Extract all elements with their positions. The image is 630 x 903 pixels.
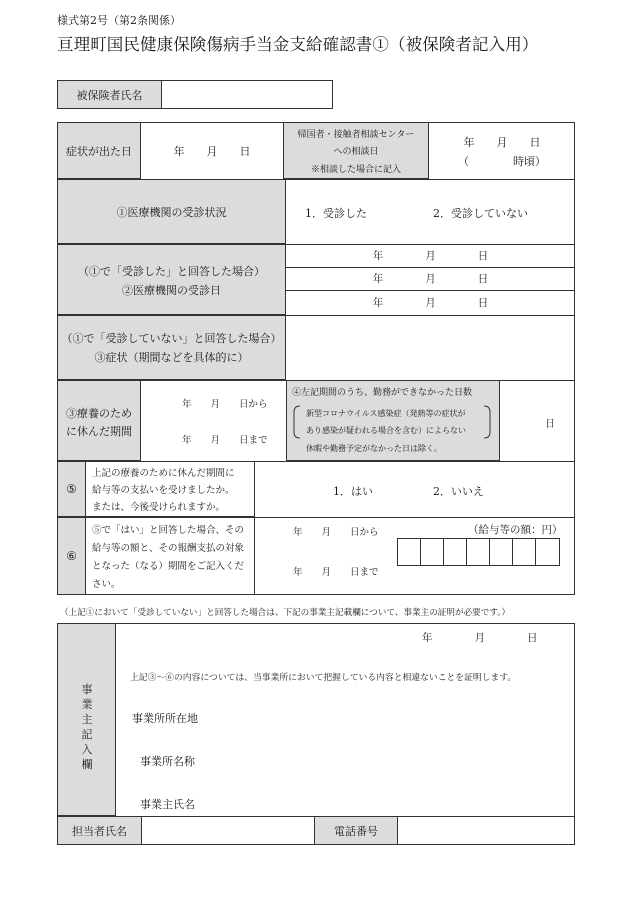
employer-note: （上記①において「受診していない」と回答した場合は、下記の事業主記載欄について、事業主の証明が必要です。） xyxy=(60,608,511,618)
consult-time: （ 時頃） xyxy=(458,155,546,168)
q2-label-line1: （①で「受診した」と回答した場合） xyxy=(78,265,265,278)
insured-name-field[interactable] xyxy=(161,80,333,109)
amount-digit-box[interactable] xyxy=(512,538,536,566)
contact-person-field[interactable] xyxy=(142,816,314,845)
amount-digit-box[interactable] xyxy=(443,538,467,566)
q2-visit-date-3[interactable]: 年 月 日 xyxy=(372,297,489,309)
phone-field[interactable] xyxy=(398,816,575,845)
q5-text-line1: 上記の療養のために休んだ期間に xyxy=(92,468,235,479)
q4-label-line2: に休んだ期間 xyxy=(66,425,132,438)
q3-symptoms-field[interactable] xyxy=(286,315,575,380)
amount-digit-box[interactable] xyxy=(397,538,421,566)
q4-unable-days-label xyxy=(286,380,500,461)
q5-option-no[interactable]: 2．いいえ xyxy=(433,485,484,498)
q5-question xyxy=(85,461,255,517)
amount-digit-box[interactable] xyxy=(466,538,490,566)
q4-unable-days-head: ④左記期間のうち、勤務ができなかった日数 xyxy=(292,388,473,398)
q3-label-line2: ③症状（期間などを具体的に） xyxy=(94,351,249,364)
q5-text-line2: 給与等の支払いを受けましたか。 xyxy=(92,485,235,496)
amount-digit-box[interactable] xyxy=(489,538,513,566)
q5-text-line3: または、今後受けられますか。 xyxy=(92,502,226,513)
employer-date[interactable]: 年 月 日 xyxy=(422,632,538,644)
q4-days-unit: 日 xyxy=(545,419,555,430)
q5-number: ⑤ xyxy=(57,461,86,517)
employer-section xyxy=(57,623,575,845)
q6-number: ⑥ xyxy=(57,517,86,595)
consult-center-line2: への相談日 xyxy=(333,147,379,157)
consult-center-note: ※相談した場合に記入 xyxy=(310,165,401,175)
q6-amount-boxes[interactable] xyxy=(397,538,562,566)
q6-period-from[interactable]: 年 月 日から xyxy=(293,527,379,538)
q6-text-line1: ⑤で「はい」と回答した場合、その xyxy=(92,525,245,536)
consult-center-line1: 帰国者・接触者相談センター xyxy=(297,130,415,140)
page-title: 亘理町国民健康保険傷病手当金支給確認書①（被保険者記入用） xyxy=(57,35,539,54)
consult-date-field[interactable] xyxy=(429,122,575,179)
employer-address-label: 事業所所在地 xyxy=(132,712,198,725)
q4-period-to[interactable]: 年 月 日まで xyxy=(182,435,268,446)
employer-owner-label: 事業主氏名 xyxy=(140,798,195,811)
q4-unable-days-field[interactable] xyxy=(500,380,575,461)
amount-digit-box[interactable] xyxy=(535,538,560,566)
q5-option-yes[interactable]: 1．はい xyxy=(333,485,373,498)
q6-amount-label: （給与等の額：円） xyxy=(468,524,563,536)
symptom-date-label: 症状が出た日 xyxy=(57,122,141,179)
q6-text-line3: となった（なる）期間をご記入くだ xyxy=(92,561,245,572)
q2-label xyxy=(57,244,286,315)
q6-period-to[interactable]: 年 月 日まで xyxy=(293,567,379,578)
employer-name-label: 事業所名称 xyxy=(140,755,195,768)
insured-name-label: 被保険者氏名 xyxy=(57,80,162,109)
phone-label: 電話番号 xyxy=(314,816,398,845)
q4-note-line3: 休暇や勤務予定がなかった日は除く。 xyxy=(306,444,442,453)
q4-note-line1: 新型コロナウイルス感染症（発熱等の症状が xyxy=(306,409,466,418)
employer-side-label: 事業主記入欄 xyxy=(81,683,93,771)
contact-person-label: 担当者氏名 xyxy=(57,816,142,845)
employer-side-label-box xyxy=(57,623,116,816)
q6-question xyxy=(85,517,255,595)
q1-label: ①医療機関の受診状況 xyxy=(57,179,286,244)
amount-digit-box[interactable] xyxy=(420,538,444,566)
q3-label xyxy=(57,315,286,380)
q4-label xyxy=(57,380,141,461)
consult-center-label xyxy=(283,122,429,179)
q4-label-line1: ③療養のため xyxy=(66,407,132,420)
q1-option-not-visited[interactable]: 2．受診していない xyxy=(433,207,528,220)
employer-certify-text: 上記③～⑥の内容については、当事業所において把握している内容と相違ないことを証明します。 xyxy=(130,673,517,683)
q1-option-visited[interactable]: 1．受診した xyxy=(305,207,367,220)
symptom-date-field[interactable]: 年 月 日 xyxy=(173,144,251,158)
q2-visit-date-2[interactable]: 年 月 日 xyxy=(372,273,489,285)
q2-label-line2: ②医療機関の受診日 xyxy=(122,284,221,297)
q6-text-line2: 給与等の額と、その報酬支払の対象 xyxy=(92,543,245,554)
q4-period-from[interactable]: 年 月 日から xyxy=(182,399,268,410)
form-number: 様式第2号（第2条関係） xyxy=(57,14,181,27)
consult-date: 年 月 日 xyxy=(463,136,541,149)
q3-label-line1: （①で「受診していない」と回答した場合） xyxy=(61,332,282,345)
q6-text-line4: さい。 xyxy=(92,579,121,590)
q4-note-line2: あり感染が疑われる場合を含む）によらない xyxy=(306,426,466,435)
q2-visit-date-1[interactable]: 年 月 日 xyxy=(372,250,489,262)
